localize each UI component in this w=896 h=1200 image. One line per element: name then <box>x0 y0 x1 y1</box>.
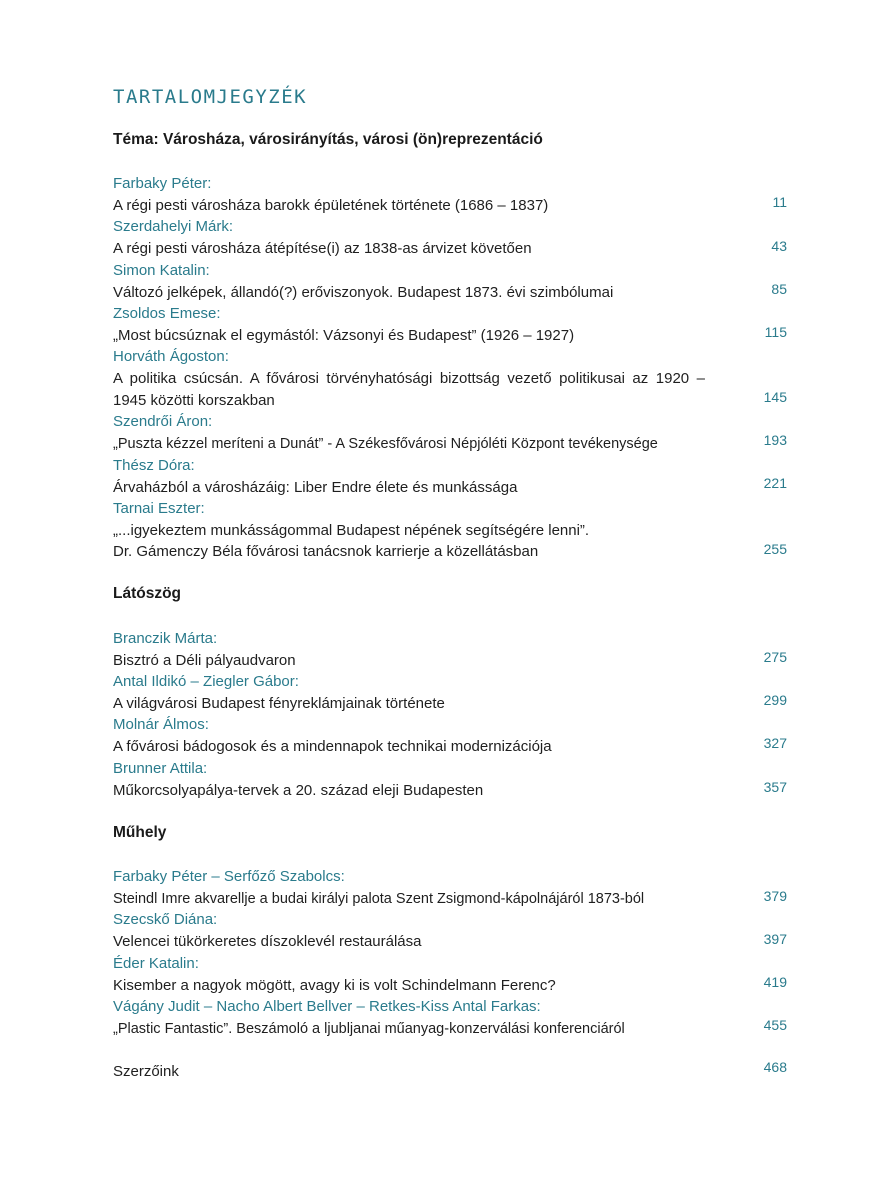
toc-author: Szendrői Áron: <box>113 413 213 430</box>
toc-page-number: 115 <box>764 324 787 340</box>
toc-page-number: 397 <box>763 931 787 947</box>
toc-entry-title: A régi pesti városháza átépítése(i) az 1838-as árvizet követően <box>113 240 532 257</box>
toc-page-number: 379 <box>763 888 787 904</box>
toc-entry-title: A politika csúcsán. A fővárosi törvényhatósági bizottság vezető politikusai az 1920 – 1945 közötti korszakban <box>113 370 705 409</box>
toc-page-number: 468 <box>763 1059 787 1075</box>
toc-author: Zsoldos Emese: <box>113 305 221 322</box>
toc-entry-title: „Puszta kézzel meríteni a Dunát” - A Székesfővárosi Népjóléti Központ tevékenysége <box>113 436 658 452</box>
toc-entry-title: Steindl Imre akvarellje a budai királyi palota Szent Zsigmond-kápolnájáról 1873-ból <box>113 891 645 907</box>
toc-entry-title: „...igyekeztem munkásságommal Budapest népének segítségére lenni”. <box>113 522 590 539</box>
toc-author: Szecskő Diána: <box>113 911 218 928</box>
toc-entry-title: „Plastic Fantastic”. Beszámoló a ljubljanai műanyag-konzerválási konferenciáról <box>113 1021 625 1037</box>
toc-page-number: 145 <box>763 389 787 405</box>
section-title-muhely: Műhely <box>113 824 167 841</box>
section-title-tema: Téma: Városháza, városirányítás, városi (ön)reprezentáció <box>113 131 543 148</box>
toc-page-number: 455 <box>763 1017 787 1033</box>
toc-author: Vágány Judit – Nacho Albert Bellver – Retkes-Kiss Antal Farkas: <box>113 998 541 1015</box>
toc-author: Horváth Ágoston: <box>113 348 229 365</box>
toc-page-number: 193 <box>763 432 787 448</box>
toc-author: Brunner Attila: <box>113 760 208 777</box>
toc-entry-title: Változó jelképek, állandó(?) erőviszonyok. Budapest 1873. évi szimbólumai <box>113 284 614 301</box>
toc-entry-title: „Most búcsúznak el egymástól: Vázsonyi és Budapest” (1926 – 1927) <box>113 327 575 344</box>
toc-entry-title: A régi pesti városháza barokk épületének története (1686 – 1837) <box>113 197 549 214</box>
toc-page-number: 43 <box>771 238 787 254</box>
toc-title: TARTALOMJEGYZÉK <box>113 86 308 108</box>
toc-author: Tarnai Eszter: <box>113 500 205 517</box>
toc-author: Branczik Márta: <box>113 630 218 647</box>
toc-entry-title: Kisember a nagyok mögött, avagy ki is volt Schindelmann Ferenc? <box>113 977 556 994</box>
toc-author: Simon Katalin: <box>113 262 210 279</box>
toc-entry-title: A fővárosi bádogosok és a mindennapok technikai modernizációja <box>113 738 552 755</box>
toc-author: Farbaky Péter: <box>113 175 212 192</box>
toc-entry-title: Műkorcsolyapálya-tervek a 20. század eleji Budapesten <box>113 782 484 799</box>
toc-entry-title: Velencei tükörkeretes díszoklevél restaurálása <box>113 933 422 950</box>
toc-entry-title: Árvaházból a városházáig: Liber Endre élete és munkássága <box>113 479 518 496</box>
toc-page-number: 85 <box>771 281 787 297</box>
toc-page-number: 221 <box>763 475 787 491</box>
section-title-latoszog: Látószög <box>113 585 182 602</box>
toc-page-number: 299 <box>763 692 787 708</box>
toc-author: Thész Dóra: <box>113 457 195 474</box>
toc-page-number: 11 <box>772 194 787 210</box>
toc-page-number: 327 <box>763 735 787 751</box>
toc-page-number: 275 <box>763 649 787 665</box>
toc-author: Éder Katalin: <box>113 955 199 972</box>
toc-page-number: 419 <box>763 974 787 990</box>
toc-entry-title: A világvárosi Budapest fényreklámjainak története <box>113 695 445 712</box>
toc-author: Molnár Álmos: <box>113 716 209 733</box>
toc-entry-title: Bisztró a Déli pályaudvaron <box>113 652 296 669</box>
toc-page-number: 357 <box>763 779 787 795</box>
toc-author: Szerdahelyi Márk: <box>113 218 234 235</box>
toc-author: Antal Ildikó – Ziegler Gábor: <box>113 673 299 690</box>
toc-authors-label: Szerzőink <box>113 1063 179 1080</box>
toc-page-number: 255 <box>763 541 787 557</box>
toc-author: Farbaky Péter – Serfőző Szabolcs: <box>113 868 345 885</box>
toc-entry-title: Dr. Gámenczy Béla fővárosi tanácsnok karrierje a közellátásban <box>113 543 539 560</box>
